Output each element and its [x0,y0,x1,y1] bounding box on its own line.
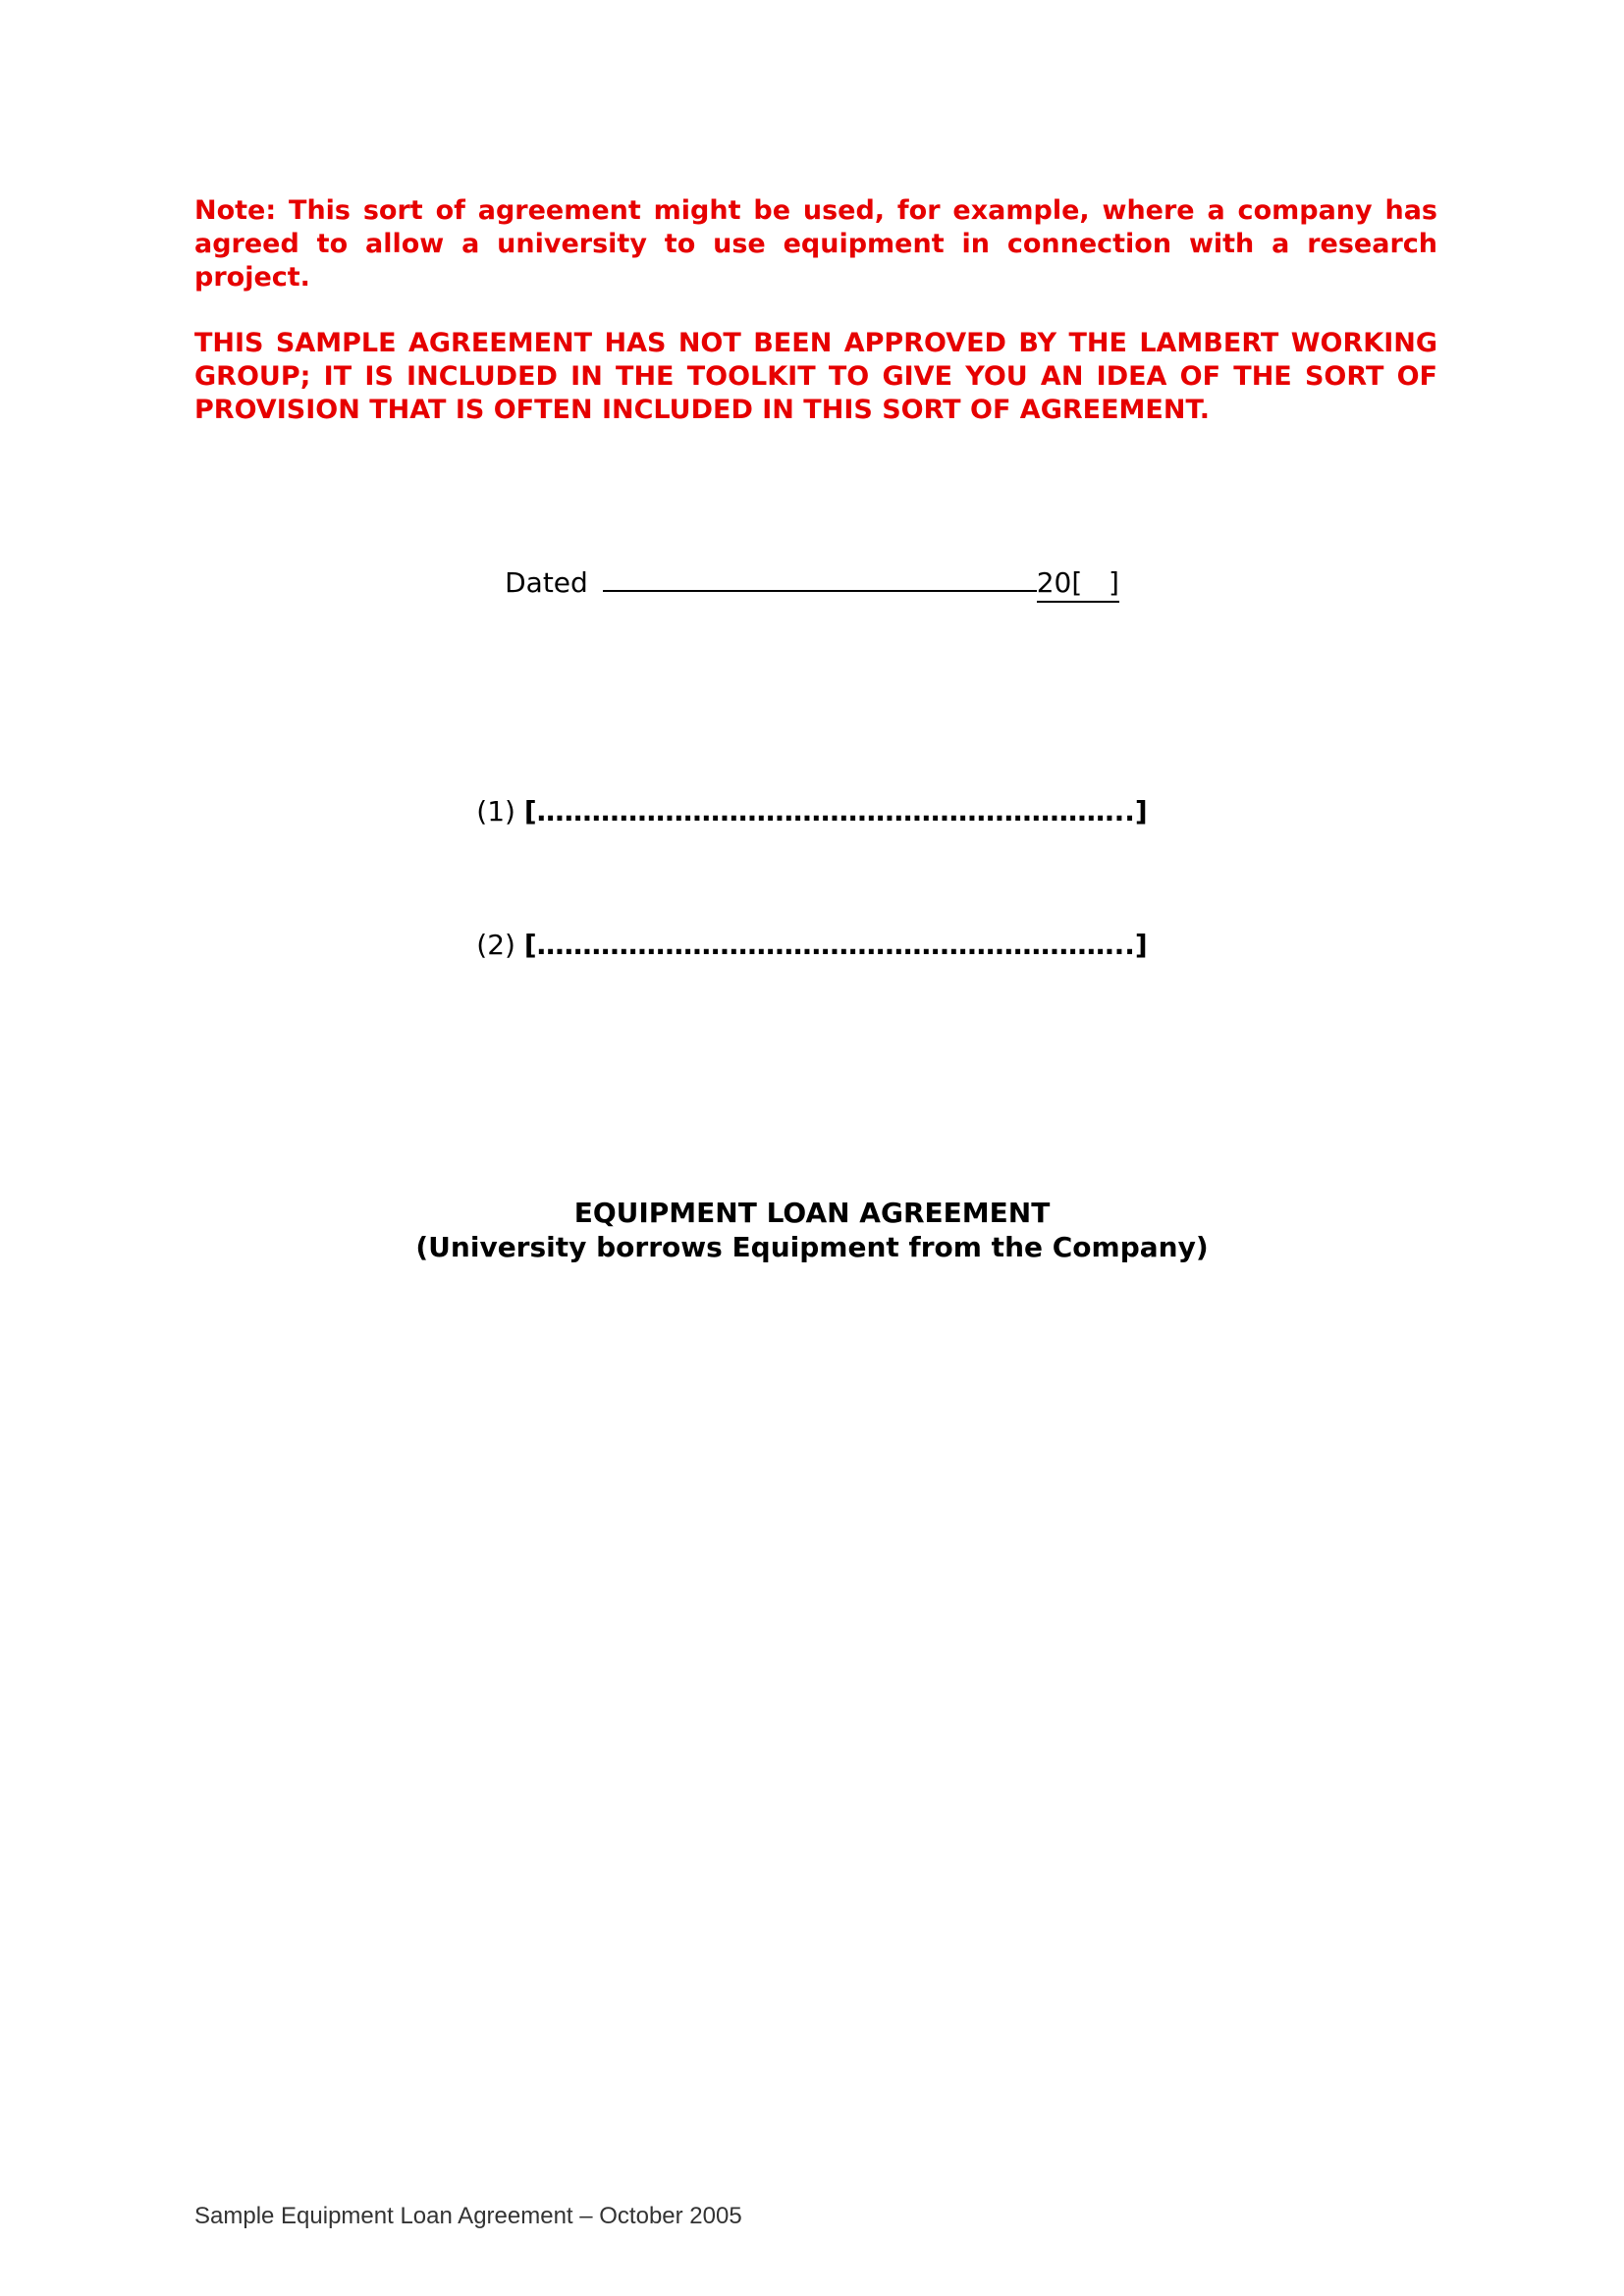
party-1-placeholder: [………………………………………………………..] [523,795,1148,828]
agreement-heading [0,1196,1624,1264]
dated-label: Dated [505,566,588,599]
disclaimer-paragraph: THIS SAMPLE AGREEMENT HAS NOT BEEN APPROVED BY THE LAMBERT WORKING GROUP; IT IS INCLUDED IN THE TOOLKIT TO GIVE YOU AN IDEA OF THE SORT OF PROVISION THAT IS OFTEN INCLUDED IN THIS SORT OF AGREEMENT. [194,328,1437,425]
party-2-number: (2) [476,929,515,961]
party-1 [0,794,1624,829]
dated-line [0,561,1624,603]
party-2-placeholder: [………………………………………………………..] [523,929,1148,961]
agreement-subtitle: (University borrows Equipment from the Company) [415,1231,1209,1263]
year-field [1037,565,1119,603]
year-suffix: ] [1108,566,1119,599]
party-2 [0,928,1624,963]
note-paragraph: Note: This sort of agreement might be used, for example, where a company has agreed to allow a university to use equipment in connection with a research project. [194,195,1437,293]
party-1-number: (1) [476,795,515,828]
page-footer: Sample Equipment Loan Agreement – October 2005 [194,2203,742,2229]
agreement-title: EQUIPMENT LOAN AGREEMENT [573,1197,1051,1229]
date-blank [603,561,1037,592]
year-prefix: 20[ [1036,566,1083,599]
